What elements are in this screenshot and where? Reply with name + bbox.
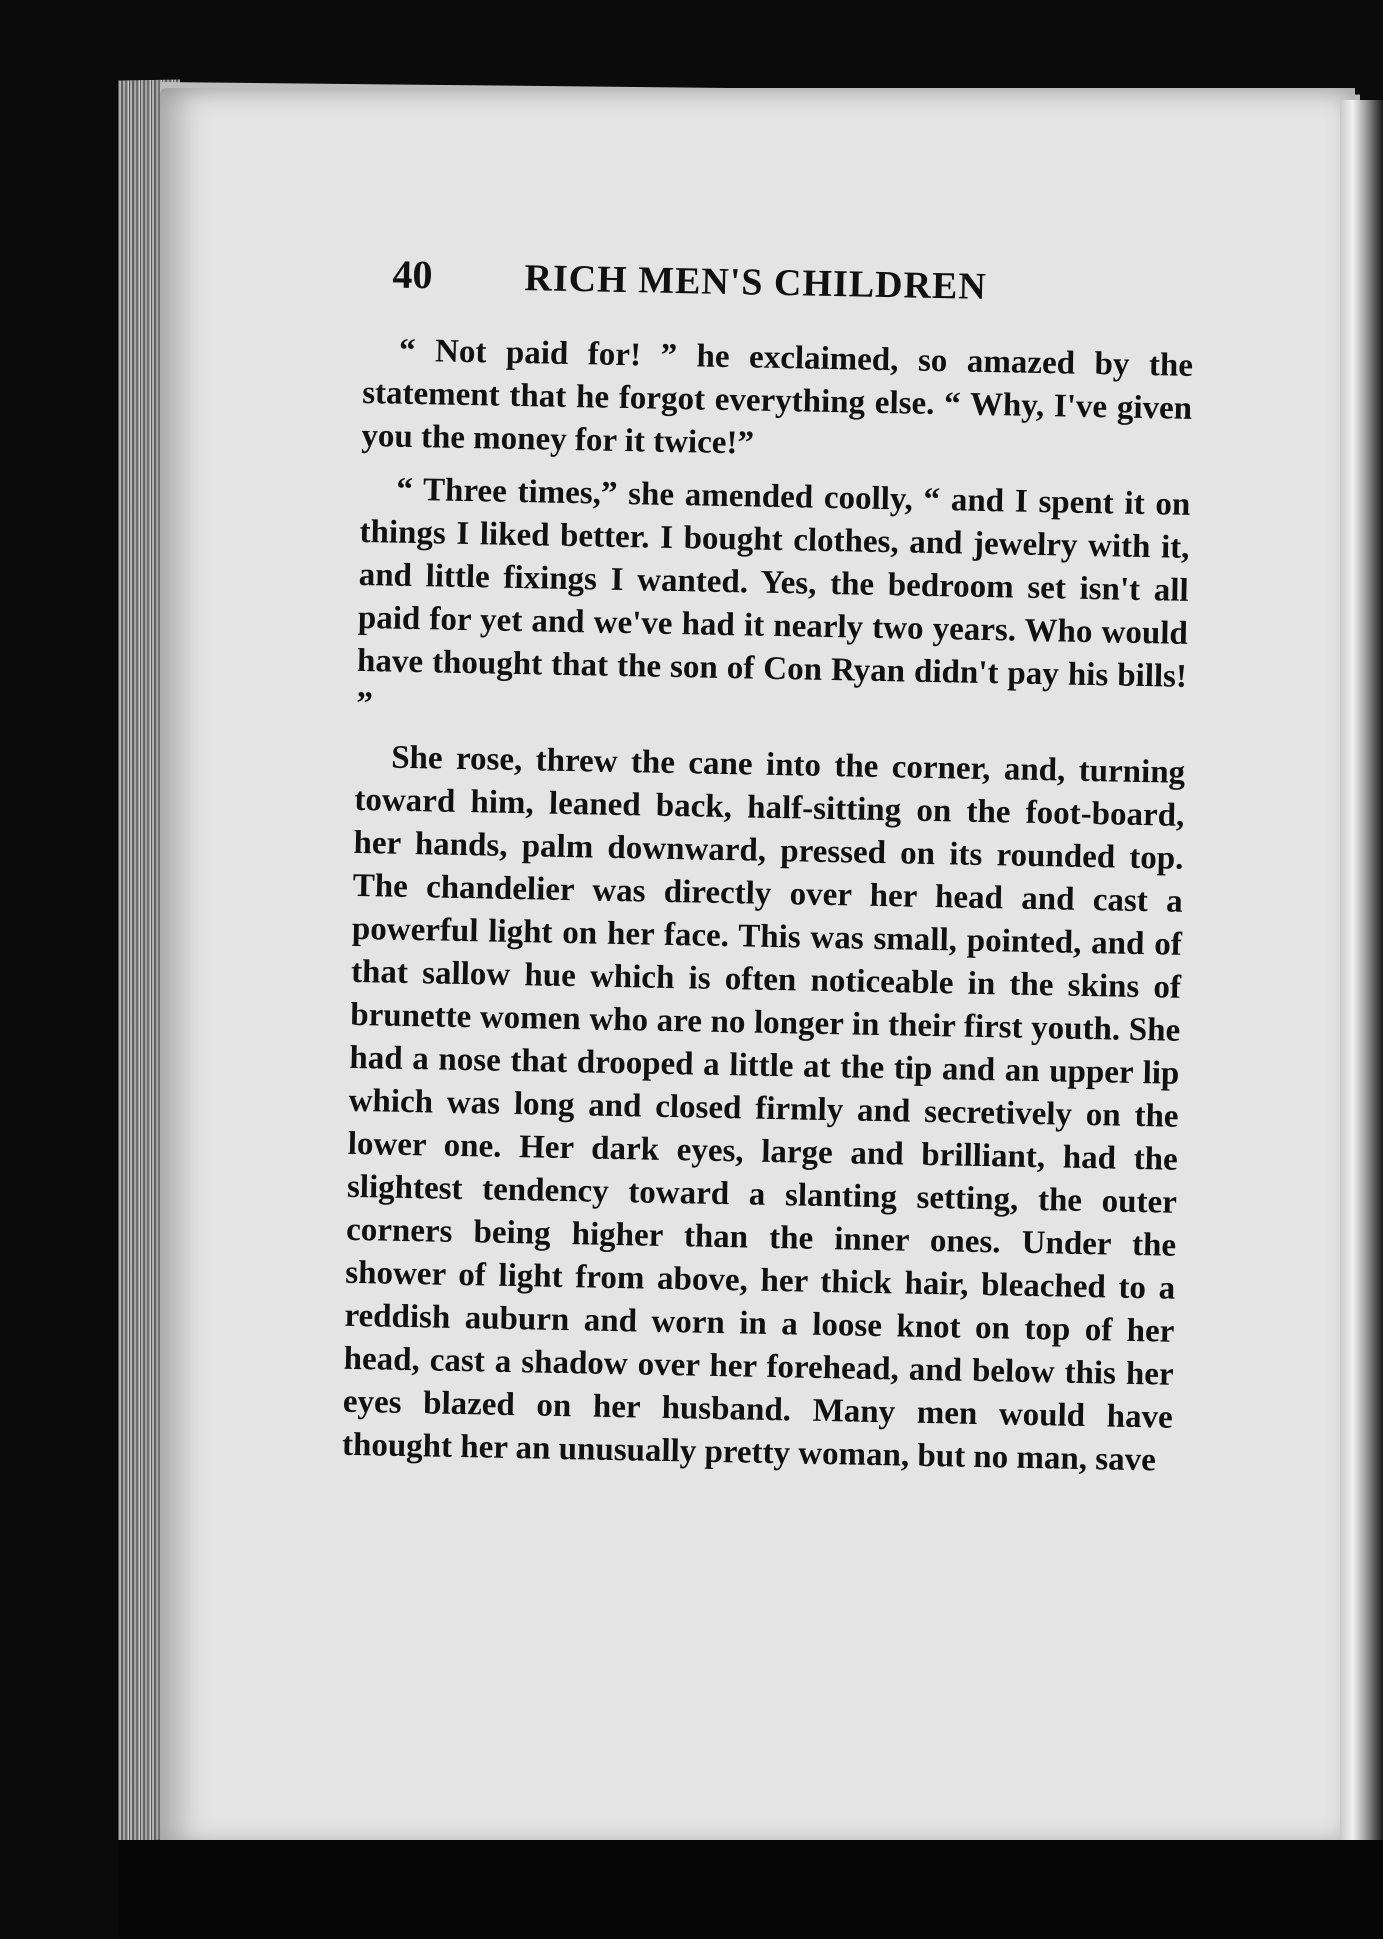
page-text-block	[341, 250, 1194, 1493]
bottom-shadow	[118, 1840, 1383, 1939]
body-text	[342, 329, 1194, 1483]
paragraph: “ Not paid for! ” he exclaimed, so amazed by the statement that he forgot everything else. “ Why, I've given you the money for it twice!”	[361, 332, 1194, 462]
paragraph: “ Three times,” she amended coolly, “ and I spent it on things I liked better. I bought clothes, and jewelry with it, and little fixings I wanted. Yes, the bedroom set isn't all paid for yet and we've had it nearly two years. Who would have thought that the son of Con Ryan didn't pay his bills! ”	[355, 471, 1191, 723]
running-title: RICH MEN'S CHILDREN	[524, 257, 988, 308]
paragraph: She rose, threw the cane into the corner, and, turning toward him, leaned back, half-sitting on the foot-board, her hands, palm downward, pressed on its rounded top. The chandelier was directly over her head and cast a powerful light on her face. This was small, pointed, and of that sallow hue which is often noticeable in the skins of brunette women who are no longer in their first youth. She had a nose that drooped a little at the tip and an upper lip which was long and closed firmly and secretively on the lower one. Her dark eyes, large and brilliant, had the slightest tendency toward a slanting setting, the outer corners being higher than the inner ones. Under the shower of light from above, her thick hair, bleached to a reddish auburn and worn in a loose knot on top of her head, cast a shadow over her forehead, and below this her eyes blazed on her husband. Many men would have thought her an unusually pretty woman, but no man, save	[341, 739, 1186, 1479]
facing-page-edge	[1340, 100, 1383, 1860]
page-number: 40	[392, 251, 433, 298]
